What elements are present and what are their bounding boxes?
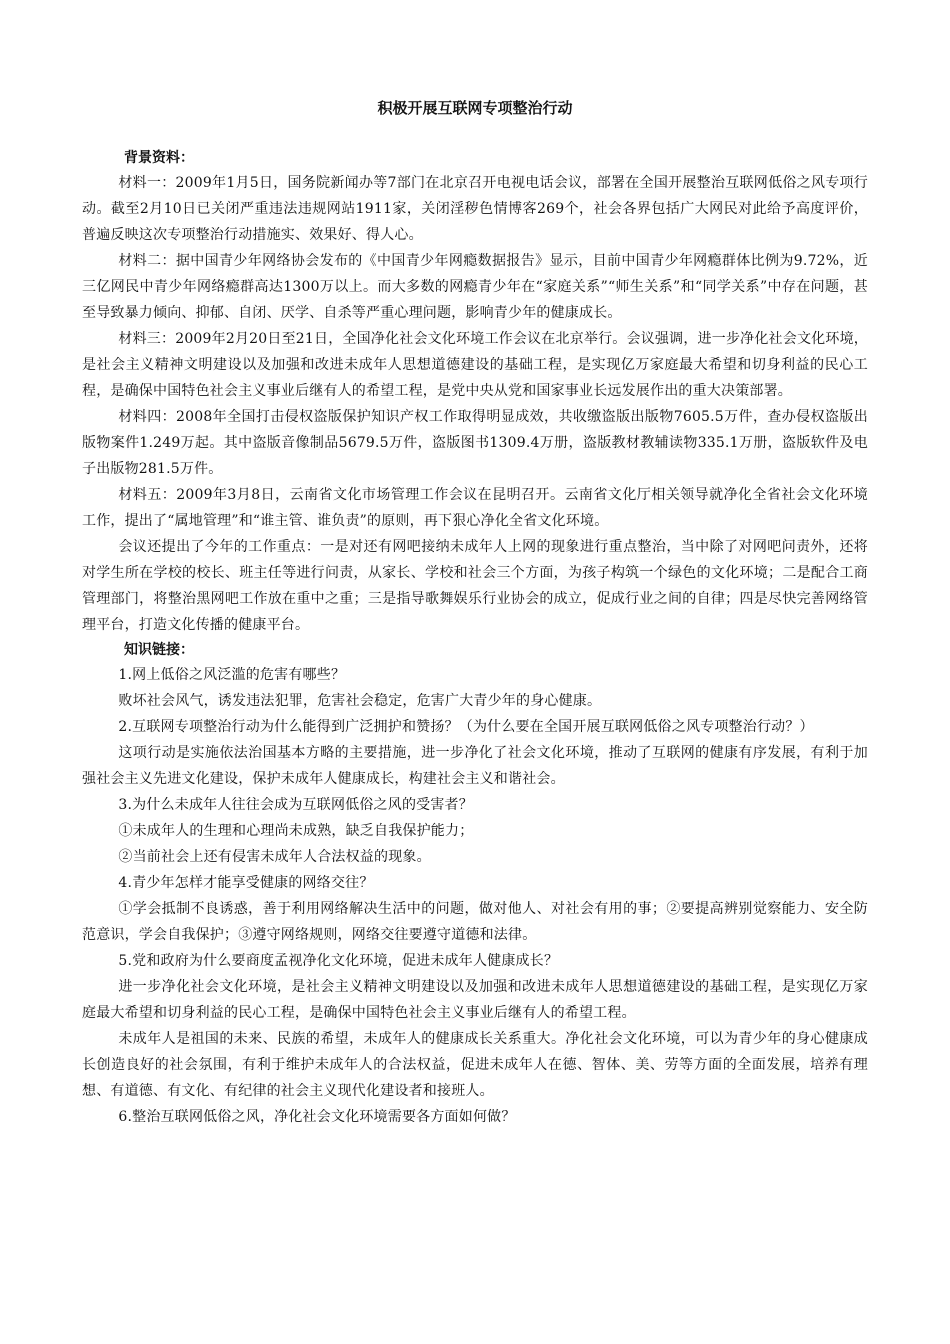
material-paragraph: 材料一：2009年1月5日，国务院新闻办等7部门在北京召开电视电话会议，部署在全国开展整治互联网低俗之风专项行动。截至2月10日已关闭严重违法违规网站1911家，关闭淫秽色情博客269个，社会各界包括广大网民对此给予高度评价，普遍反映这次专项整治行动措施实、效果好、得人心。 <box>82 175 868 243</box>
knowledge-answer: 这项行动是实施依法治国基本方略的主要措施，进一步净化了社会文化环境，推动了互联网的健康有序发展，有利于加强社会主义先进文化建设，保护未成年人健康成长，构建社会主义和谐社会。 <box>82 745 868 787</box>
document-title: 积极开展互联网专项整治行动 <box>377 99 573 117</box>
knowledge-answer: ②当前社会上还有侵害未成年人合法权益的现象。 <box>118 849 431 865</box>
material-paragraph: 会议还提出了今年的工作重点：一是对还有网吧接纳未成年人上网的现象进行重点整治，当中除了对网吧问责外，还将对学生所在学校的校长、班主任等进行问责，从家长、学校和社会三个方面，为孩子构筑一个绿色的文化环境；二是配合工商管理部门，将整治黑网吧工作放在重中之重；三是指导歌舞娱乐行业协会的成立，促成行业之间的自律；四是尽快完善网络管理平台，打造文化传播的健康平台。 <box>82 539 868 633</box>
material-paragraph: 材料四：2008年全国打击侵权盗版保护知识产权工作取得明显成效，共收缴盗版出版物7605.5万件，查办侵权盗版出版物案件1.249万起。其中盗版音像制品5679.5万件，盗版图书1309.4万册，盗版教材教辅读物335.1万册，盗版软件及电子出版物281.5万件。 <box>82 409 868 477</box>
knowledge-question: 2.互联网专项整治行动为什么能得到广泛拥护和赞扬？（为什么要在全国开展互联网低俗之风专项整治行动？） <box>118 719 814 735</box>
background-heading: 背景资料： <box>124 150 194 166</box>
knowledge-answer: 未成年人是祖国的未来、民族的希望，未成年人的健康成长关系重大。净化社会文化环境，可以为青少年的身心健康成长创造良好的社会氛围，有利于维护未成年人的合法权益，促进未成年人在德、智体、美、劳等方面的全面发展，培养有理想、有道德、有文化、有纪律的社会主义现代化建设者和接班人。 <box>82 1031 868 1099</box>
material-paragraph: 材料五：2009年3月8日，云南省文化市场管理工作会议在昆明召开。云南省文化厅相关领导就净化全省社会文化环境工作，提出了“属地管理”和“谁主管、谁负责”的原则，再下狠心净化全省文化环境。 <box>82 487 868 529</box>
knowledge-heading: 知识链接： <box>124 642 194 658</box>
document-page <box>82 96 868 1130</box>
material-paragraph: 材料二：据中国青少年网络协会发布的《中国青少年网瘾数据报告》显示，目前中国青少年网瘾群体比例为9.72%，近三亿网民中青少年网络瘾群高达1300万以上。而大多数的网瘾青少年在“家庭关系”“师生关系”和“同学关系”中存在问题，甚至导致暴力倾向、抑郁、自闭、厌学、自杀等严重心理问题，影响青少年的健康成长。 <box>82 253 868 321</box>
knowledge-question: 5.党和政府为什么要商度孟视净化文化环境，促进未成年人健康成长？ <box>118 953 559 969</box>
knowledge-answer: 败坏社会风气，诱发违法犯罪，危害社会稳定，危害广大青少年的身心健康。 <box>118 693 602 709</box>
knowledge-question: 6.整治互联网低俗之风，净化社会文化环境需要各方面如何做？ <box>118 1109 516 1125</box>
knowledge-question: 1.网上低俗之风泛滥的危害有哪些？ <box>118 667 346 683</box>
material-paragraph: 材料三：2009年2月20日至21日，全国净化社会文化环境工作会议在北京举行。会议强调，进一步净化社会文化环境，是社会主义精神文明建设以及加强和改进未成年人思想道德建设的基础工程，是实现亿万家庭最大希望和切身利益的民心工程，是确保中国特色社会主义事业后继有人的希望工程，是党中央从党和国家事业长远发展作出的重大决策部署。 <box>82 331 868 399</box>
knowledge-question: 3.为什么未成年人往往会成为互联网低俗之风的受害者？ <box>118 797 473 813</box>
knowledge-answer: ①学会抵制不良诱惑，善于利用网络解决生活中的问题，做对他人、对社会有用的事；②要提高辨别觉察能力、安全防范意识，学会自我保护；③遵守网络规则，网络交往要遵守道德和法律。 <box>82 901 868 943</box>
knowledge-question: 4.青少年怎样才能享受健康的网络交往？ <box>118 875 374 891</box>
knowledge-answer: ①未成年人的生理和心理尚未成熟，缺乏自我保护能力； <box>118 823 474 839</box>
knowledge-answer: 进一步净化社会文化环境，是社会主义精神文明建设以及加强和改进未成年人思想道德建设的基础工程，是实现亿万家庭最大希望和切身利益的民心工程，是确保中国特色社会主义事业后继有人的希望工程。 <box>82 979 868 1021</box>
